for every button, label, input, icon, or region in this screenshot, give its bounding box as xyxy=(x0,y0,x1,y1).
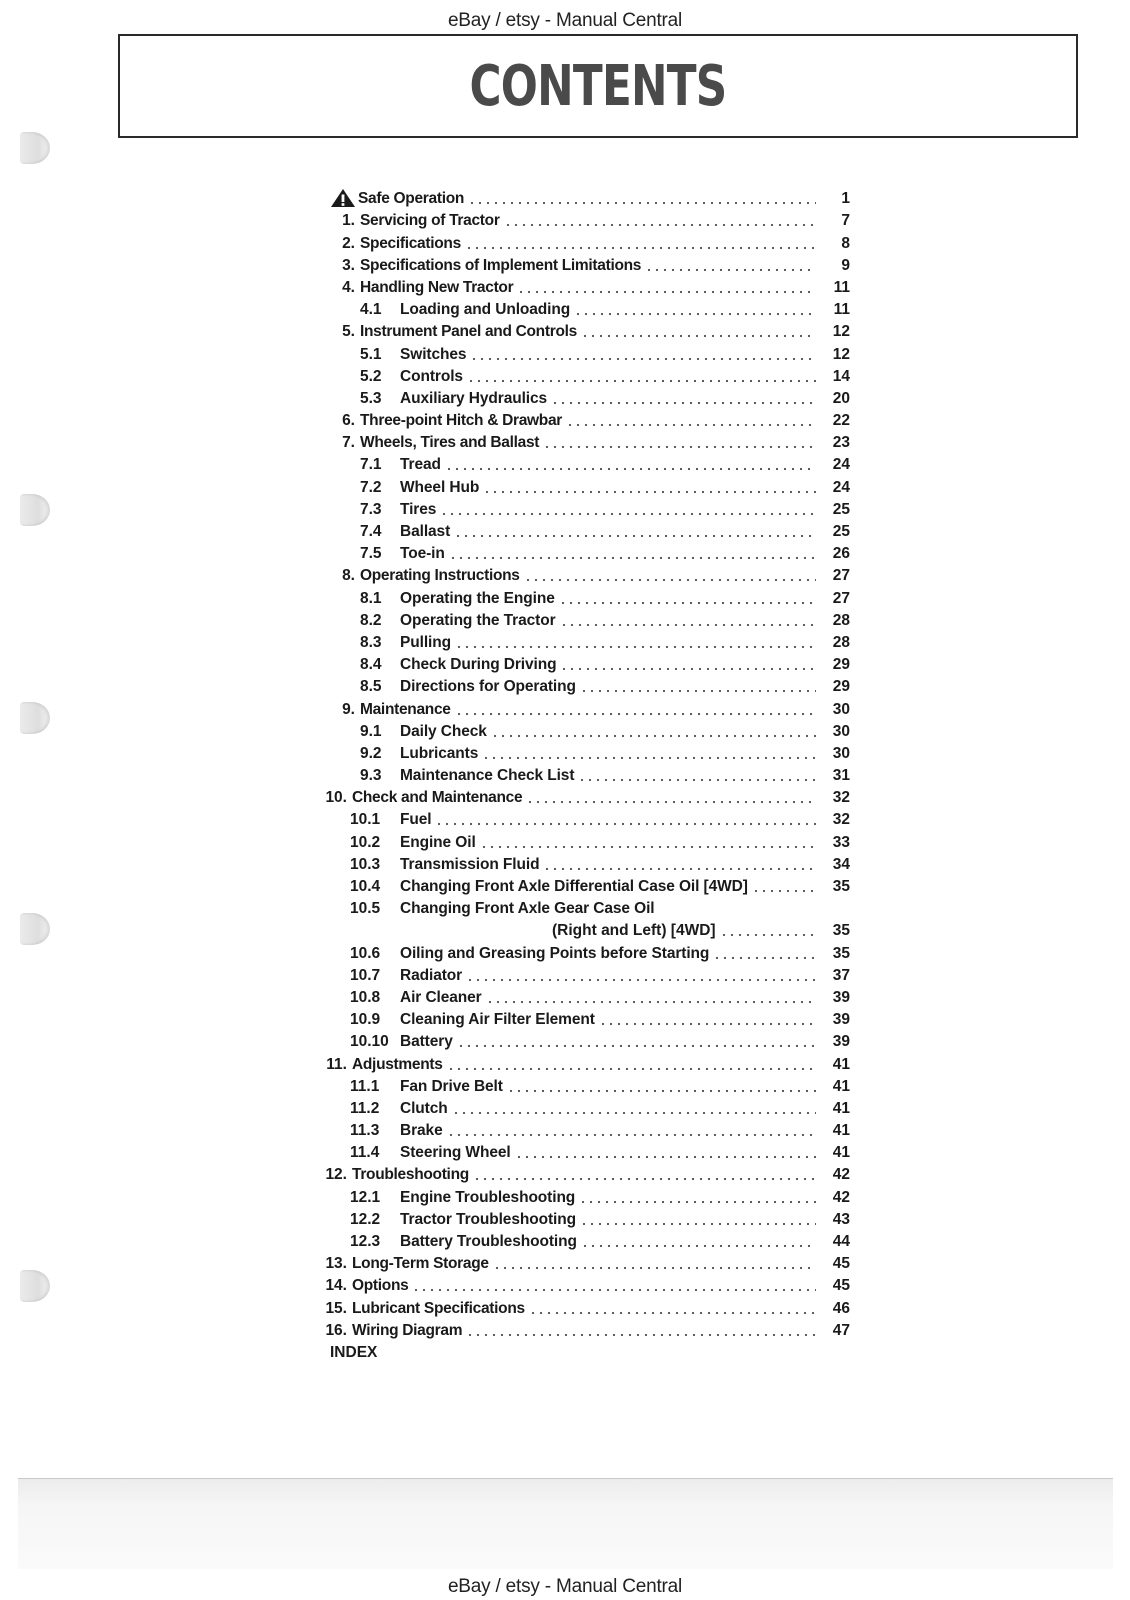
table-of-contents xyxy=(325,186,850,1362)
toc-entry-page: 32 xyxy=(832,811,850,829)
toc-entry-number: 7. xyxy=(342,434,355,452)
toc-entry-number: 8.3 xyxy=(360,633,382,651)
toc-entry-page: 39 xyxy=(832,1033,850,1051)
toc-entry-label: Maintenance xyxy=(360,700,451,718)
toc-entry[interactable] xyxy=(330,829,850,851)
leader-dots xyxy=(551,401,816,405)
toc-entry[interactable] xyxy=(330,541,850,563)
toc-entry-page: 33 xyxy=(832,833,850,851)
leader-dots xyxy=(574,312,816,316)
toc-entry-number: 15. xyxy=(325,1299,347,1317)
toc-entry-label: Maintenance Check List xyxy=(400,767,575,785)
toc-entry[interactable] xyxy=(330,874,850,896)
toc-entry-label: Steering Wheel xyxy=(400,1144,511,1162)
toc-entry-label: Controls xyxy=(400,367,463,385)
toc-entry[interactable] xyxy=(330,474,850,496)
toc-entry-number: 11.3 xyxy=(350,1122,380,1140)
toc-entry-number: 6. xyxy=(342,412,355,430)
toc-entry-label: Specifications of Implement Limitations xyxy=(360,256,642,274)
leader-dots xyxy=(447,1067,816,1071)
leader-dots xyxy=(455,712,816,716)
leader-dots xyxy=(543,445,816,449)
toc-entry-number: 1. xyxy=(342,212,355,230)
leader-dots xyxy=(581,334,816,338)
toc-entry-number: 13. xyxy=(325,1255,347,1273)
toc-entry[interactable] xyxy=(330,963,850,985)
leader-dots xyxy=(486,1000,816,1004)
leader-dots xyxy=(449,556,816,560)
toc-entry-number: 8.1 xyxy=(360,589,382,607)
leader-dots xyxy=(713,956,816,960)
leader-dots xyxy=(579,1200,816,1204)
toc-entry-label: Ballast xyxy=(400,523,451,540)
toc-entry[interactable] xyxy=(330,230,850,252)
toc-entry-page: 44 xyxy=(832,1233,850,1250)
leader-dots xyxy=(566,423,816,427)
toc-entry-number: 12.2 xyxy=(350,1210,381,1228)
toc-entry-number: 4. xyxy=(342,278,355,296)
toc-entry-number: 12.1 xyxy=(350,1188,381,1206)
toc-entry-label: Air Cleaner xyxy=(400,988,482,1006)
toc-entry-page: 12 xyxy=(832,323,850,341)
toc-entry-number: 16. xyxy=(325,1321,347,1339)
leader-dots xyxy=(645,268,816,272)
toc-entry-label: Handling New Tractor xyxy=(360,278,514,296)
leader-dots xyxy=(493,1266,816,1270)
toc-entry[interactable] xyxy=(330,807,850,829)
leader-dots xyxy=(447,1133,816,1137)
binder-hole-icon xyxy=(20,702,50,734)
toc-entry-index[interactable] xyxy=(330,1340,850,1362)
toc-entry-number: 3. xyxy=(342,256,355,274)
leader-dots xyxy=(454,534,816,538)
toc-entry-page: 46 xyxy=(832,1299,850,1317)
leader-dots xyxy=(473,1177,816,1181)
toc-entry[interactable] xyxy=(330,696,850,718)
toc-entry-label: Brake xyxy=(400,1122,443,1140)
toc-entry-page: 25 xyxy=(832,500,850,518)
toc-entry-page: 26 xyxy=(832,545,850,563)
toc-entry-number: 11.1 xyxy=(350,1077,380,1095)
toc-entry-label: Auxiliary Hydraulics xyxy=(400,389,548,407)
toc-entry[interactable] xyxy=(330,852,850,874)
leader-dots xyxy=(465,246,816,250)
toc-entry-label: Wheel Hub xyxy=(400,478,480,496)
toc-entry-label: Tread xyxy=(400,456,441,474)
leader-dots xyxy=(752,889,816,893)
toc-entry-label: Engine Oil xyxy=(400,833,476,851)
toc-entry-label: Cleaning Air Filter Element xyxy=(400,1011,595,1029)
toc-entry[interactable] xyxy=(330,741,850,763)
leader-dots xyxy=(559,601,816,605)
toc-entry[interactable] xyxy=(330,430,850,452)
leader-dots xyxy=(491,734,816,738)
toc-entry-page: 35 xyxy=(832,922,850,940)
toc-entry-number: 5.1 xyxy=(360,345,382,363)
toc-entry-page: 27 xyxy=(832,567,850,585)
toc-entry[interactable] xyxy=(322,785,850,807)
leader-dots xyxy=(457,1044,816,1048)
toc-entry-page: 11 xyxy=(833,278,850,296)
leader-dots xyxy=(483,490,816,494)
toc-entry[interactable] xyxy=(330,408,850,430)
toc-entry-page: 9 xyxy=(841,256,850,274)
toc-entry-page: 28 xyxy=(832,611,850,629)
toc-entry-number: 2. xyxy=(342,234,355,252)
toc-entry-page: 20 xyxy=(832,389,850,407)
toc-entry-number: 7.2 xyxy=(360,478,382,496)
toc-entry-number: 10. xyxy=(325,789,347,807)
toc-entry-page: 1 xyxy=(841,190,850,208)
toc-entry-label: Radiator xyxy=(400,966,463,984)
leader-dots xyxy=(482,756,816,760)
leader-dots xyxy=(507,1089,816,1093)
toc-entry[interactable] xyxy=(330,297,850,319)
toc-entry-number: 10.7 xyxy=(350,966,381,984)
toc-entry-label: Engine Troubleshooting xyxy=(400,1188,576,1206)
leader-dots xyxy=(578,778,816,782)
toc-entry-page: 29 xyxy=(832,656,850,674)
toc-entry-number: 10.8 xyxy=(350,988,381,1006)
binder-hole-icon xyxy=(20,494,50,526)
watermark-bottom: eBay / etsy - Manual Central xyxy=(447,1576,683,1597)
leader-dots xyxy=(720,933,816,937)
toc-entry-number: 10.5 xyxy=(350,900,381,918)
page-title: CONTENTS xyxy=(469,54,727,119)
toc-entry[interactable] xyxy=(330,275,850,297)
toc-entry-page: 7 xyxy=(841,212,850,230)
toc-entry-number: 5.2 xyxy=(360,367,382,385)
toc-entry[interactable] xyxy=(322,1273,850,1295)
toc-entry[interactable] xyxy=(330,1096,850,1118)
toc-entry-label: Specifications xyxy=(360,234,461,252)
binder-hole-icon xyxy=(20,132,50,164)
leader-dots xyxy=(455,645,816,649)
leader-dots xyxy=(580,689,816,693)
toc-entry-label: Oiling and Greasing Points before Starting xyxy=(400,944,710,962)
toc-entry[interactable] xyxy=(330,208,850,230)
leader-dots xyxy=(515,1155,816,1159)
toc-entry-label: Operating the Tractor xyxy=(400,611,556,629)
leader-dots xyxy=(435,822,816,826)
toc-entry-number: 10.3 xyxy=(350,855,381,873)
toc-entry[interactable] xyxy=(330,1029,850,1051)
page-bottom-strip xyxy=(18,1478,1113,1569)
toc-entry-page: 8 xyxy=(841,234,850,252)
toc-entry-label: INDEX xyxy=(330,1343,378,1361)
toc-entry[interactable] xyxy=(330,563,850,585)
toc-entry-page: 45 xyxy=(832,1255,850,1273)
toc-entry-label: Operating Instructions xyxy=(360,567,520,585)
toc-entry-label: Three-point Hitch & Drawbar xyxy=(360,412,563,430)
toc-entry[interactable] xyxy=(330,341,850,363)
toc-entry-label: Long-Term Storage xyxy=(352,1255,489,1273)
toc-entry-number: 9.3 xyxy=(360,767,382,785)
toc-entry[interactable] xyxy=(330,1229,850,1251)
toc-entry[interactable] xyxy=(322,1251,850,1273)
toc-entry[interactable] xyxy=(322,1162,850,1184)
toc-entry-number: 7.3 xyxy=(360,500,382,518)
toc-entry-number: 9.2 xyxy=(360,744,382,762)
toc-entry[interactable] xyxy=(330,1118,850,1140)
toc-entry-page: 27 xyxy=(832,589,850,607)
toc-entry-label: Changing Front Axle Differential Case Oil [4WD] xyxy=(400,878,748,895)
toc-entry[interactable] xyxy=(330,674,850,696)
toc-entry-label: Tires xyxy=(400,500,437,518)
toc-entry-number: 9. xyxy=(342,700,355,718)
leader-dots xyxy=(543,867,816,871)
toc-entry-label: Adjustments xyxy=(352,1055,443,1073)
leader-dots xyxy=(466,978,816,982)
toc-entry[interactable] xyxy=(330,497,850,519)
toc-entry[interactable] xyxy=(330,630,850,652)
leader-dots xyxy=(504,223,816,227)
toc-entry-page: 39 xyxy=(832,1011,850,1029)
toc-entry-page: 24 xyxy=(832,478,850,496)
toc-entry[interactable] xyxy=(330,585,850,607)
toc-entry-page: 41 xyxy=(832,1122,850,1140)
toc-entry-number: 4.1 xyxy=(360,301,382,319)
toc-entry-number: 10.4 xyxy=(350,878,381,895)
leader-dots xyxy=(560,623,816,627)
toc-entry-label: Battery xyxy=(400,1033,453,1051)
toc-entry-page: 30 xyxy=(832,722,850,740)
toc-entry-number: 11.4 xyxy=(350,1144,380,1162)
leader-dots xyxy=(599,1022,816,1026)
toc-entry-page: 25 xyxy=(832,523,850,540)
toc-entry[interactable] xyxy=(330,519,850,541)
toc-entry-page: 41 xyxy=(832,1144,850,1162)
toc-entry-label: Options xyxy=(352,1277,409,1295)
toc-entry-label: Lubricants xyxy=(400,744,479,762)
toc-entry-number: 8.2 xyxy=(360,611,382,629)
leader-dots xyxy=(452,1111,816,1115)
leader-dots xyxy=(470,357,816,361)
toc-entry-label: Pulling xyxy=(400,633,451,651)
toc-entry-label: Instrument Panel and Controls xyxy=(360,323,577,341)
toc-entry-page: 41 xyxy=(832,1099,850,1117)
toc-entry-label: Clutch xyxy=(400,1099,448,1117)
toc-entry-page: 47 xyxy=(832,1321,850,1339)
leader-dots xyxy=(560,667,816,671)
toc-entry-page: 30 xyxy=(832,744,850,762)
toc-entry-label: Check During Driving xyxy=(400,656,557,674)
toc-entry-number: 7.1 xyxy=(360,456,382,474)
toc-entry-page: 35 xyxy=(832,944,850,962)
toc-entry-label: Lubricant Specifications xyxy=(352,1299,525,1317)
leader-dots xyxy=(526,800,816,804)
toc-entry-label: (Right and Left) [4WD] xyxy=(552,922,716,940)
toc-entry-number: 11.2 xyxy=(350,1099,380,1117)
toc-entry-label: Battery Troubleshooting xyxy=(400,1233,577,1250)
leader-dots xyxy=(440,512,816,516)
toc-entry-page: 41 xyxy=(832,1077,850,1095)
toc-entry[interactable] xyxy=(330,319,850,341)
toc-entry-page: 32 xyxy=(832,789,850,807)
toc-entry-number: 10.10 xyxy=(350,1033,389,1051)
toc-entry-page: 14 xyxy=(832,367,850,385)
toc-entry[interactable] xyxy=(330,452,850,474)
toc-entry-page: 41 xyxy=(832,1055,850,1073)
binder-hole-icon xyxy=(20,913,50,945)
toc-entry-number: 12. xyxy=(325,1166,347,1184)
toc-entry[interactable] xyxy=(330,719,850,741)
toc-entry[interactable] xyxy=(330,186,850,208)
toc-entry[interactable] xyxy=(330,253,850,275)
leader-dots xyxy=(580,1222,816,1226)
toc-entry-number: 8.5 xyxy=(360,678,382,696)
toc-entry-label: Daily Check xyxy=(400,722,487,740)
toc-entry-page: 35 xyxy=(832,878,850,895)
toc-entry[interactable] xyxy=(330,608,850,630)
toc-entry[interactable] xyxy=(330,1184,850,1206)
toc-entry-label: Switches xyxy=(400,345,467,363)
toc-entry-page: 23 xyxy=(832,434,850,452)
toc-entry[interactable] xyxy=(330,1140,850,1162)
toc-entry-number: 7.5 xyxy=(360,545,382,563)
toc-entry-page: 30 xyxy=(832,700,850,718)
toc-entry-label: Check and Maintenance xyxy=(352,789,523,807)
toc-entry-page: 11 xyxy=(833,301,850,319)
toc-entry-number: 10.2 xyxy=(350,833,381,851)
toc-entry-number: 12.3 xyxy=(350,1233,381,1250)
leader-dots xyxy=(467,379,816,383)
toc-entry-label: Transmission Fluid xyxy=(400,855,540,873)
toc-entry-number: 11. xyxy=(326,1055,347,1073)
toc-entry-page: 31 xyxy=(832,767,850,785)
toc-entry[interactable] xyxy=(330,985,850,1007)
toc-entry-page: 28 xyxy=(832,633,850,651)
toc-entry[interactable] xyxy=(330,1007,850,1029)
toc-entry-label: Changing Front Axle Gear Case Oil xyxy=(400,900,655,918)
toc-entry-label: Troubleshooting xyxy=(352,1166,469,1184)
watermark-top: eBay / etsy - Manual Central xyxy=(447,10,683,31)
toc-entry-page: 42 xyxy=(832,1166,850,1184)
toc-entry-label: Loading and Unloading xyxy=(400,301,571,319)
leader-dots xyxy=(524,578,816,582)
warning-triangle-icon xyxy=(330,188,356,208)
toc-entry[interactable] xyxy=(330,1074,850,1096)
leader-dots xyxy=(445,467,816,471)
toc-entry-page: 29 xyxy=(832,678,850,696)
toc-entry[interactable] xyxy=(330,652,850,674)
toc-entry-page: 42 xyxy=(832,1188,850,1206)
toc-entry-label: Fan Drive Belt xyxy=(400,1077,503,1095)
toc-entry-label: Directions for Operating xyxy=(400,678,576,696)
toc-entry-label: Operating the Engine xyxy=(400,589,555,607)
toc-entry-number: 10.1 xyxy=(350,811,381,829)
toc-entry-number: 14. xyxy=(325,1277,347,1295)
toc-entry-page: 24 xyxy=(832,456,850,474)
leader-dots xyxy=(466,1333,816,1337)
toc-entry-number: 5. xyxy=(342,323,355,341)
toc-entry[interactable] xyxy=(322,1295,850,1317)
toc-entry-page: 34 xyxy=(832,855,850,873)
toc-entry-label: Safe Operation xyxy=(358,190,465,208)
toc-entry-number: 5.3 xyxy=(360,389,382,407)
toc-entry[interactable] xyxy=(330,1207,850,1229)
leader-dots xyxy=(480,845,816,849)
leader-dots xyxy=(412,1288,816,1292)
toc-entry-label: Tractor Troubleshooting xyxy=(400,1210,576,1228)
toc-entry-number: 8. xyxy=(342,567,355,585)
toc-entry[interactable] xyxy=(322,1318,850,1340)
toc-entry-page: 37 xyxy=(832,966,850,984)
leader-dots xyxy=(517,290,816,294)
toc-entry-number: 8.4 xyxy=(360,656,382,674)
binder-hole-icon xyxy=(20,1270,50,1302)
toc-entry-page: 43 xyxy=(832,1210,850,1228)
toc-entry-label: Fuel xyxy=(400,811,432,829)
toc-entry-label: Wheels, Tires and Ballast xyxy=(360,434,540,452)
toc-entry-number: 10.6 xyxy=(350,944,381,962)
toc-entry-number: 9.1 xyxy=(360,722,382,740)
toc-entry[interactable] xyxy=(330,364,850,386)
toc-entry[interactable] xyxy=(330,918,850,940)
toc-entry[interactable] xyxy=(330,896,850,918)
toc-entry-number: 7.4 xyxy=(360,523,382,540)
leader-dots xyxy=(468,201,816,205)
toc-entry[interactable] xyxy=(330,763,850,785)
toc-entry[interactable] xyxy=(330,940,850,962)
toc-entry-page: 22 xyxy=(832,412,850,430)
toc-entry-label: Wiring Diagram xyxy=(352,1321,463,1339)
toc-entry-label: Toe-in xyxy=(400,545,445,563)
leader-dots xyxy=(529,1311,816,1315)
toc-entry-page: 45 xyxy=(832,1277,850,1295)
title-box xyxy=(118,34,1078,138)
toc-entry-page: 39 xyxy=(832,988,850,1006)
toc-entry[interactable] xyxy=(330,386,850,408)
toc-entry-label: Servicing of Tractor xyxy=(360,212,500,230)
toc-entry-page: 12 xyxy=(832,345,850,363)
leader-dots xyxy=(581,1244,816,1248)
toc-entry-number: 10.9 xyxy=(350,1011,381,1029)
toc-entry[interactable] xyxy=(322,1051,850,1073)
